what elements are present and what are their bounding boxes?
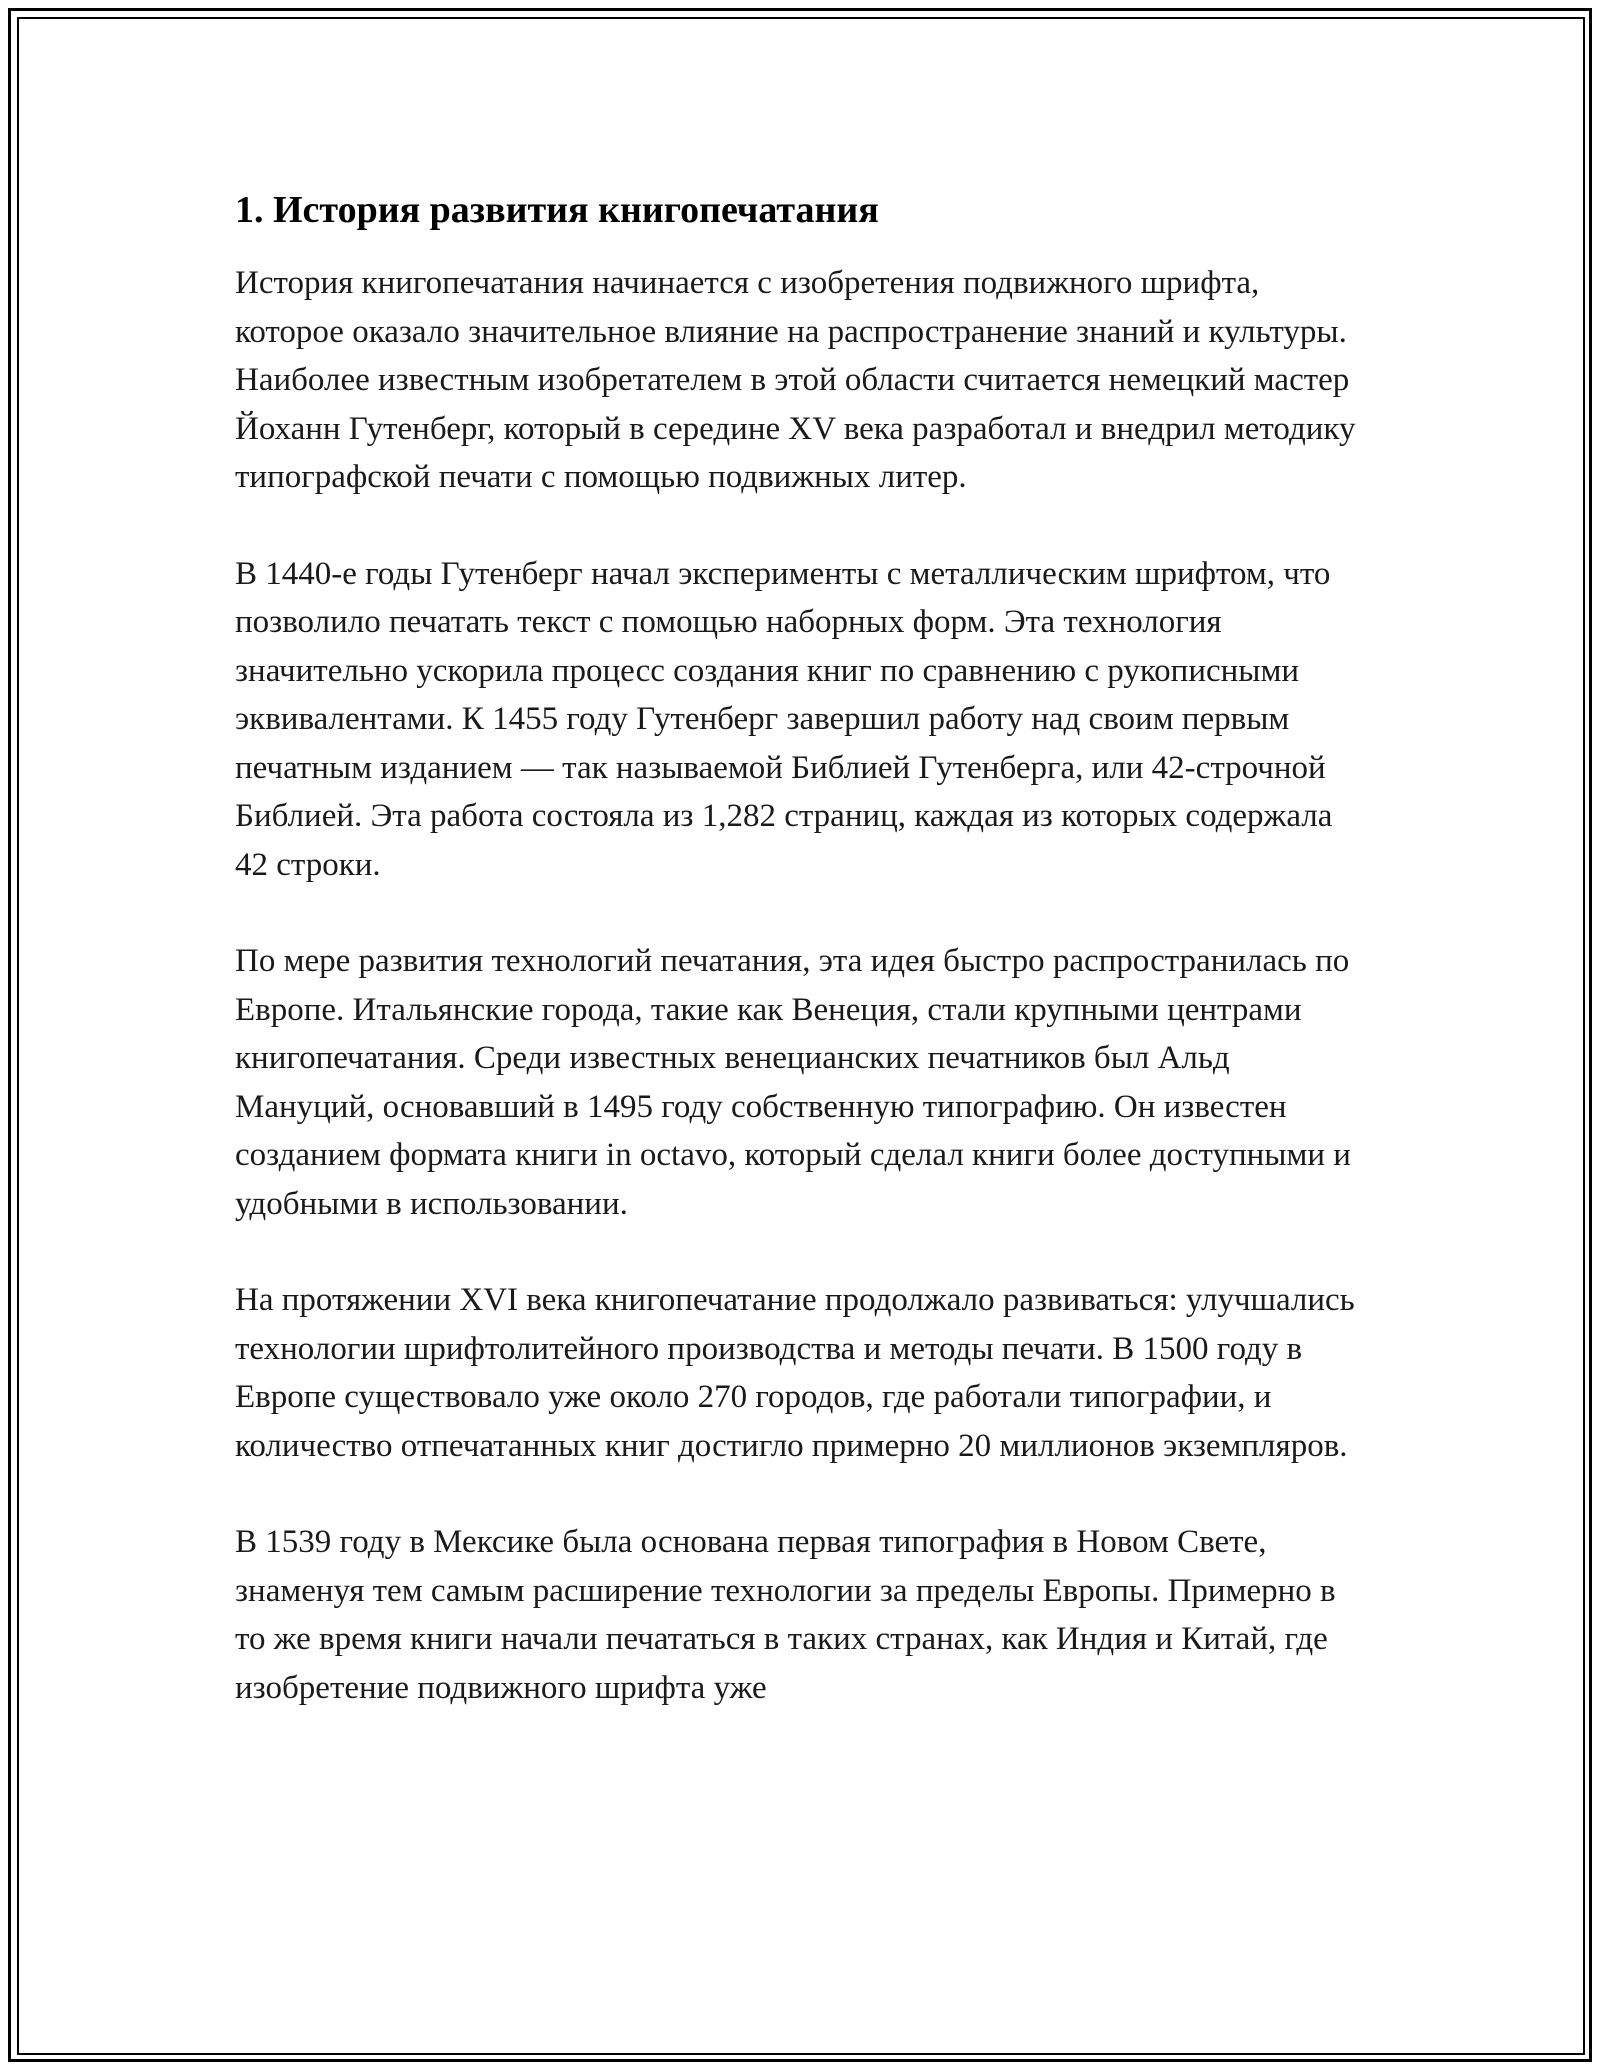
- paragraph-europe: По мере развития технологий печатания, эта идея быстро распространилась по Европе. Итальянские города, такие как Венеция, стали крупными центрами книгопечатания. Среди известных венецианских печатников был Альд Мануций, основавший в 1495 году собственную типографию. Он известен созданием формата книги in octavo, который сделал книги более доступными и удобными в использовании.: [235, 943, 1351, 1222]
- paragraph-new-world: В 1539 году в Мексике была основана первая типография в Новом Свете, знаменуя тем самым расширение технологии за пределы Европы. Примерно в то же время книги начали печататься в таких странах, как Индия и Китай, где изобретение подвижного шрифта уже: [235, 1524, 1336, 1706]
- paragraph-gutenberg: В 1440-е годы Гутенберг начал эксперименты с металлическим шрифтом, что позволило печатать текст с помощью наборных форм. Эта технология значительно ускорила процесс создания книг по сравнению с рукописными эквивалентами. К 1455 году Гутенберг завершил работу над своим первым печатным изданием — так называемой Библией Гутенберга, или 42-строчной Библией. Эта работа состояла из 1,282 страниц, каждая из которых содержала 42 строки.: [235, 555, 1333, 883]
- paragraph-intro: История книгопечатания начинается с изобретения подвижного шрифта, которое оказало значительное влияние на распространение знаний и культуры. Наиболее известным изобретателем в этой области считается немецкий мастер Йоханн Гутенберг, который в середине XV века разработал и внедрил методику типографской печати с помощью подвижных литер.: [235, 265, 1356, 495]
- paragraph-16th-century: На протяжении XVI века книгопечатание продолжало развиваться: улучшались технологии шрифтолитейного производства и методы печати. В 1500 году в Европе существовало уже около 270 городов, где работали типографии, и количество отпечатанных книг достигло примерно 20 миллионов экземпляров.: [235, 1282, 1355, 1464]
- section-heading: 1. История развития книгопечатания: [235, 189, 879, 231]
- document-body: [235, 185, 1365, 1712]
